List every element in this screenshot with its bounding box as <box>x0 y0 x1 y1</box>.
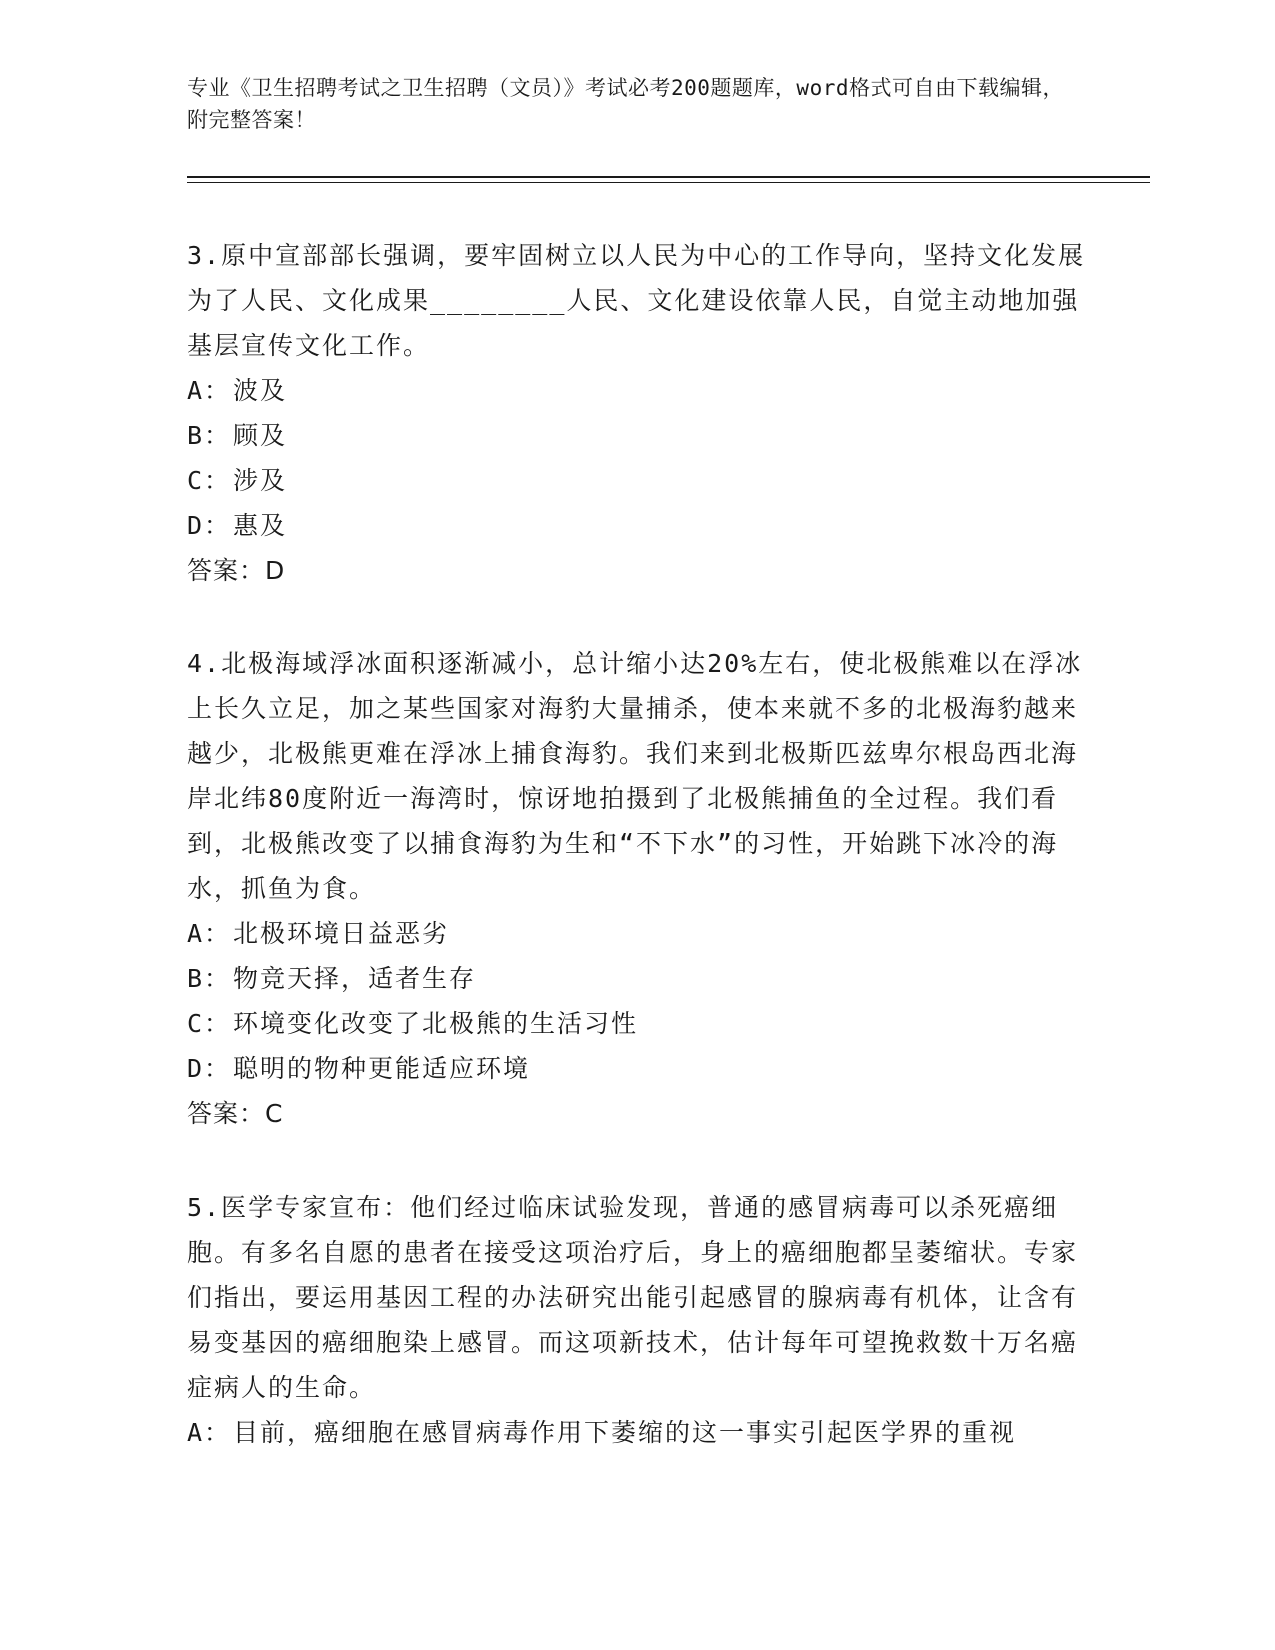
option-label: A： <box>187 376 232 405</box>
option-b <box>187 413 1087 458</box>
option-a <box>187 1410 1087 1455</box>
option-label: D： <box>187 1054 232 1083</box>
question-4 <box>187 641 1087 1136</box>
question-stem: 5.医学专家宣布：他们经过临床试验发现，普通的感冒病毒可以杀死癌细胞。有多名自愿的患者在接受这项治疗后，身上的癌细胞都呈萎缩状。专家们指出，要运用基因工程的办法研究出能引起感冒的腺病毒有机体，让含有易变基因的癌细胞染上感冒。而这项新技术，估计每年可望挽救数十万名癌症病人的生命。 <box>187 1193 1079 1402</box>
option-text: 北极环境日益恶劣 <box>233 919 450 948</box>
option-label: C： <box>187 466 232 495</box>
option-text: 目前，癌细胞在感冒病毒作用下萎缩的这一事实引起医学界的重视 <box>233 1418 1017 1447</box>
option-label: D： <box>187 511 232 540</box>
header-divider <box>187 176 1150 178</box>
answer-line: 答案：C <box>187 1099 284 1128</box>
document-header: 专业《卫生招聘考试之卫生招聘（文员）》考试必考200题题库，word格式可自由下载编辑，附完整答案！ <box>187 76 1064 132</box>
option-text: 波及 <box>233 376 288 405</box>
question-stem: 4.北极海域浮冰面积逐渐减小，总计缩小达20%左右，使北极熊难以在浮冰上长久立足，加之某些国家对海豹大量捕杀，使本来就不多的北极海豹越来越少，北极熊更难在浮冰上捕食海豹。我们来到北极斯匹兹卑尔根岛西北海岸北纬80度附近一海湾时，惊讶地拍摄到了北极熊捕鱼的全过程。我们看到，北极熊改变了以捕食海豹为生和“不下水”的习性，开始跳下冰冷的海水，抓鱼为食。 <box>187 649 1083 903</box>
option-a <box>187 911 1087 956</box>
option-text: 惠及 <box>233 511 288 540</box>
option-label: B： <box>187 964 232 993</box>
option-text: 物竞天择，适者生存 <box>233 964 477 993</box>
header-divider-thin <box>187 182 1150 183</box>
option-text: 涉及 <box>233 466 288 495</box>
option-text: 顾及 <box>233 421 288 450</box>
option-text: 环境变化改变了北极熊的生活习性 <box>233 1009 639 1038</box>
question-3 <box>187 233 1087 593</box>
option-label: A： <box>187 919 232 948</box>
option-label: C： <box>187 1009 232 1038</box>
question-stem: 3.原中宣部部长强调，要牢固树立以人民为中心的工作导向，坚持文化发展为了人民、文化成果________人民、文化建设依靠人民，自觉主动地加强基层宣传文化工作。 <box>187 241 1086 360</box>
question-5 <box>187 1185 1087 1455</box>
option-label: B： <box>187 421 232 450</box>
option-c <box>187 1001 1087 1046</box>
option-d <box>187 503 1087 548</box>
answer-line: 答案：D <box>187 556 286 585</box>
option-a <box>187 368 1087 413</box>
option-d <box>187 1046 1087 1091</box>
option-b <box>187 956 1087 1001</box>
option-label: A： <box>187 1418 232 1447</box>
option-text: 聪明的物种更能适应环境 <box>233 1054 531 1083</box>
option-c <box>187 458 1087 503</box>
